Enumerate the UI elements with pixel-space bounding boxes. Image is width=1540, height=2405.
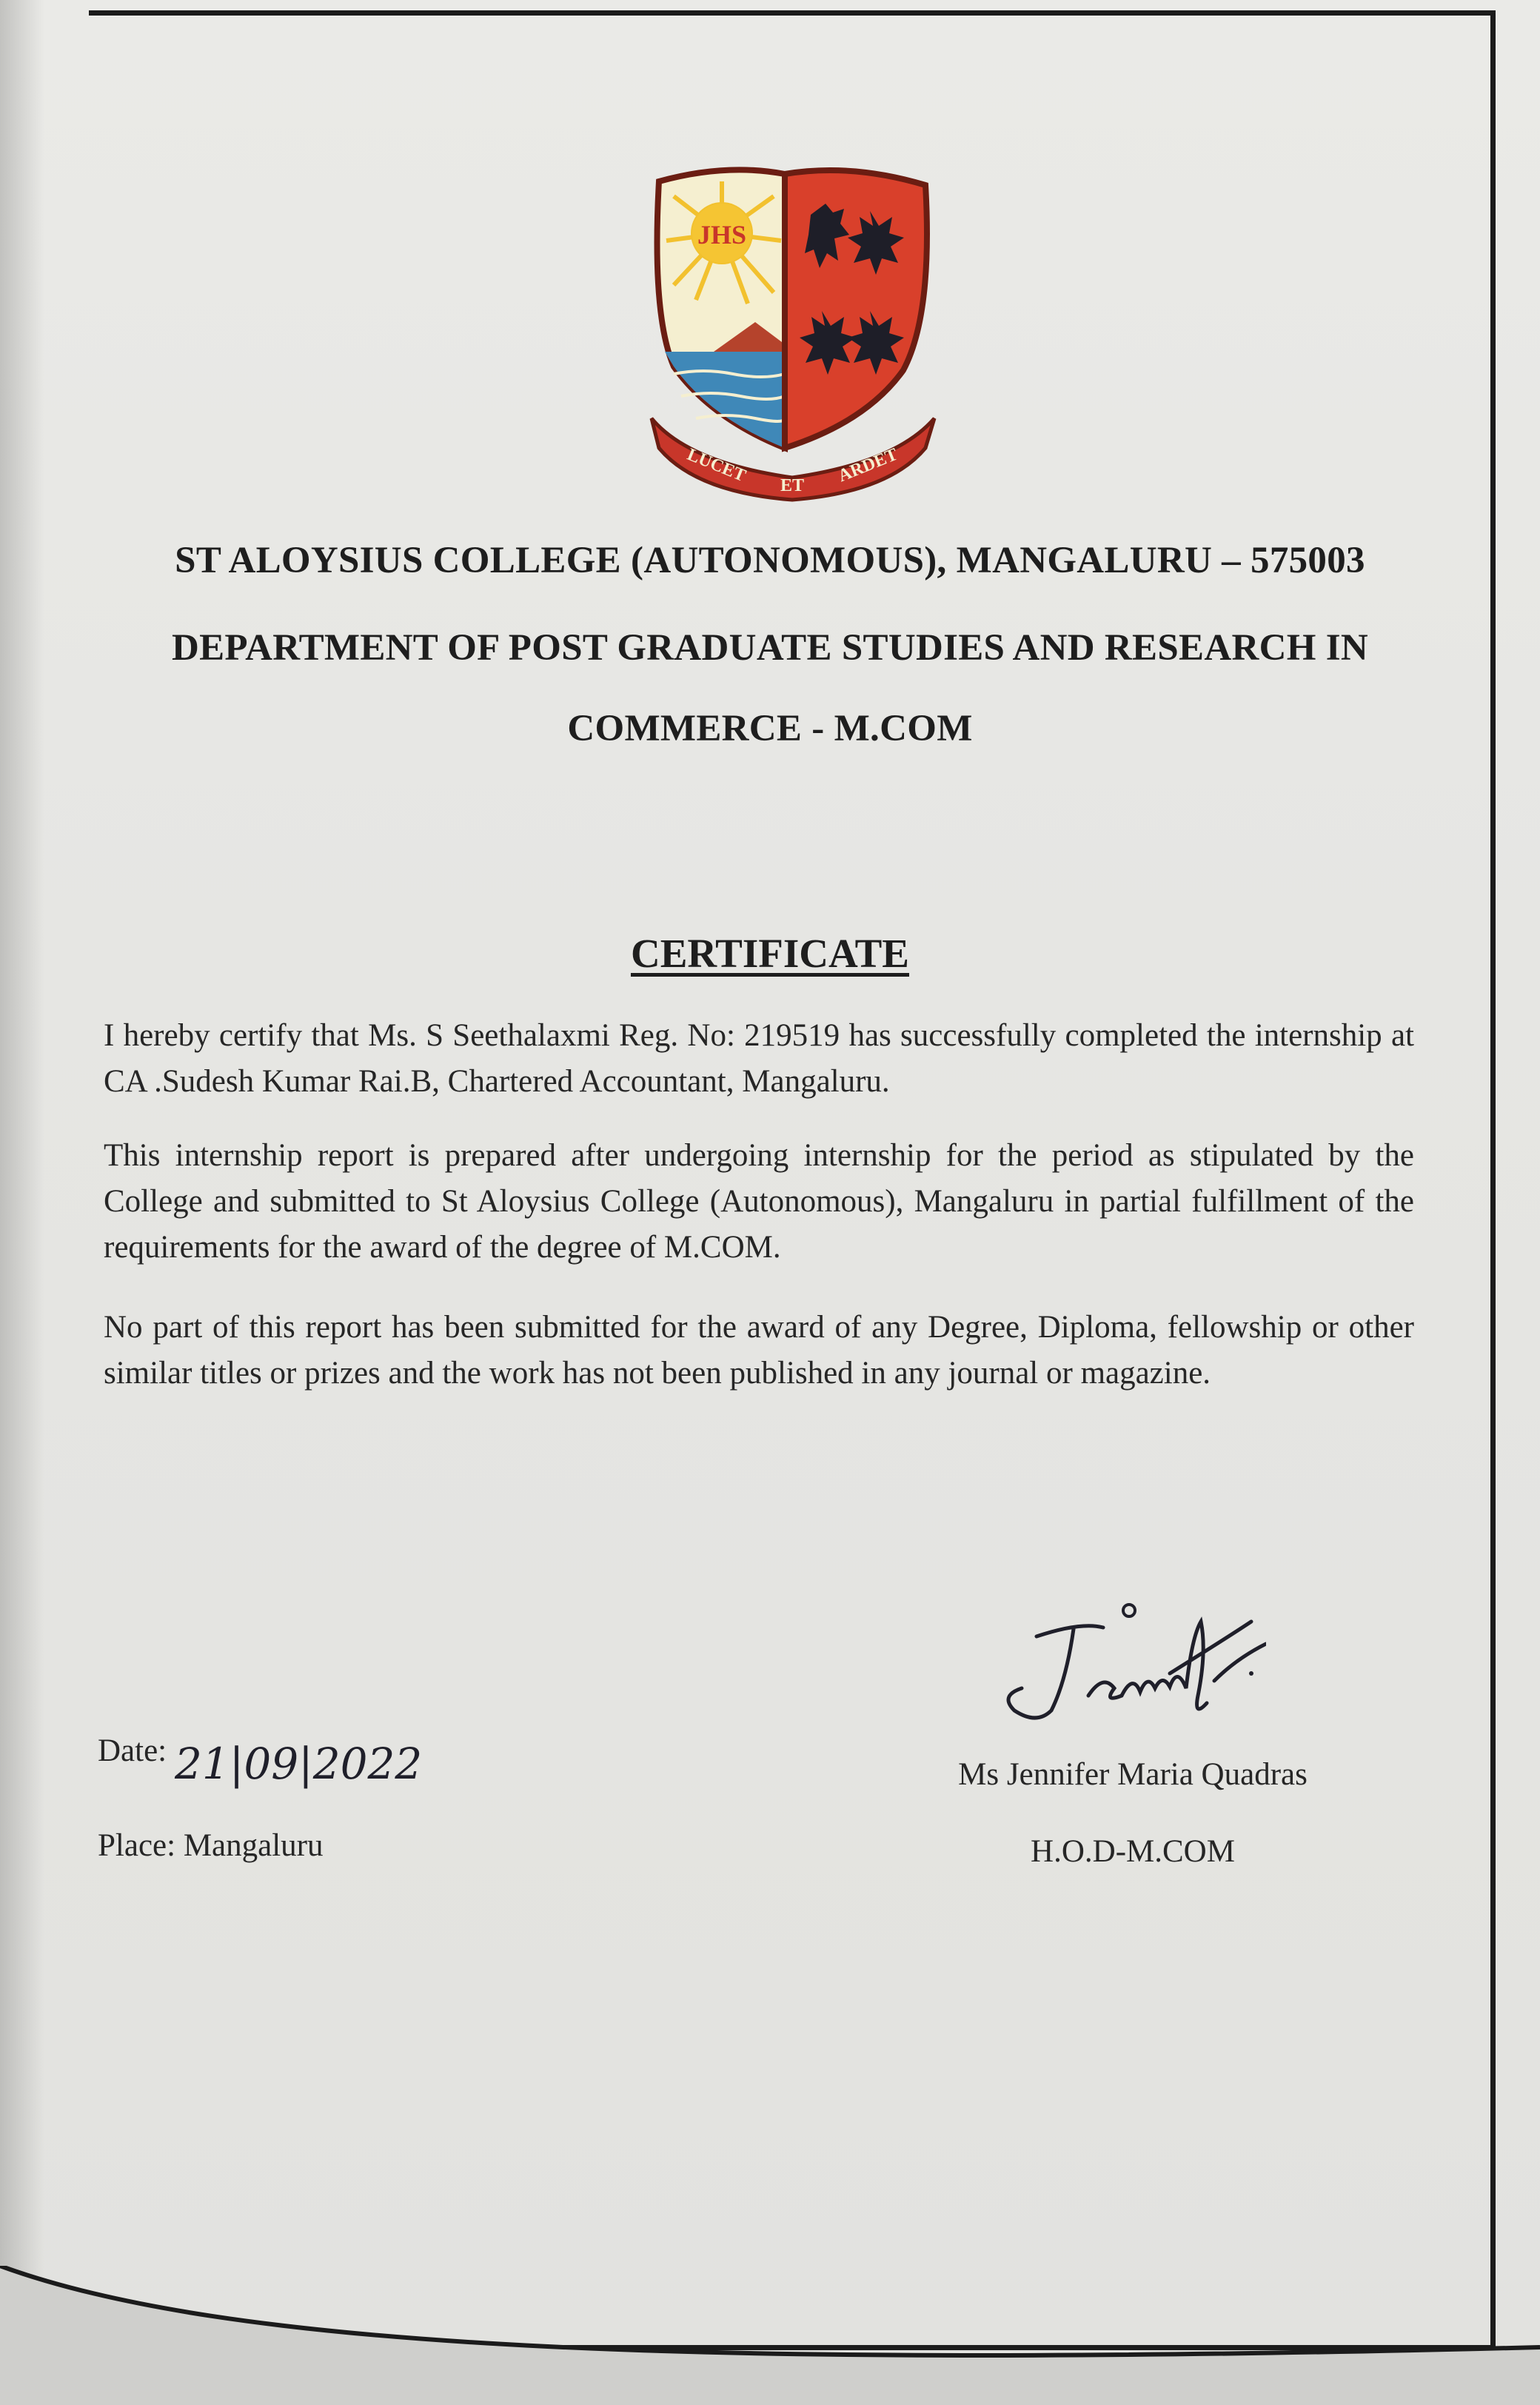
college-name-heading: ST ALOYSIUS COLLEGE (AUTONOMOUS), MANGALURU – 575003 — [175, 540, 1365, 581]
certificate-paragraph-1: I hereby certify that Ms. S Seethalaxmi Reg. No: 219519 has successfully completed the internship at CA .Sudesh Kumar Rai.B, Chartered Accountant, Mangaluru. — [104, 1018, 1414, 1099]
page-shadow — [0, 0, 44, 2405]
handwritten-date — [172, 1710, 453, 1829]
place-value: Mangaluru — [183, 1828, 324, 1863]
certificate-title: CERTIFICATE — [630, 931, 909, 976]
motto-word-et: ET — [780, 476, 805, 495]
signatory-name: Ms Jennifer Maria Quadras — [958, 1757, 1308, 1792]
place-label: Place: — [98, 1828, 176, 1863]
department-heading-line2: COMMERCE - M.COM — [567, 708, 973, 749]
certificate-paragraph-3: No part of this report has been submitted for the award of any Degree, Diploma, fellowship or other similar titles or prizes and the work has not been published in any journal or magazine. — [104, 1310, 1414, 1391]
certificate-paragraph-2: This internship report is prepared after undergoing internship for the period as stipulated by the College and submitted to St Aloysius College (Autonomous), Mangaluru in partial fulfillment of the requirements for the award of the degree of M.COM. — [104, 1138, 1414, 1265]
crest-monogram: JHS — [697, 220, 747, 250]
college-crest-logo — [644, 152, 940, 507]
date-label: Date: — [98, 1733, 167, 1768]
hod-signature — [992, 1592, 1266, 1740]
date-value: 21|09|2022 — [175, 1739, 423, 1789]
motto-word-ardet: ARDET — [835, 444, 901, 486]
motto-word-lucet: LUCET — [684, 444, 749, 486]
signatory-title: H.O.D-M.COM — [1031, 1834, 1235, 1869]
place-line — [98, 1827, 324, 1864]
department-heading-line1: DEPARTMENT OF POST GRADUATE STUDIES AND RESEARCH IN — [171, 627, 1369, 669]
page-bottom-edge — [0, 2266, 1540, 2405]
